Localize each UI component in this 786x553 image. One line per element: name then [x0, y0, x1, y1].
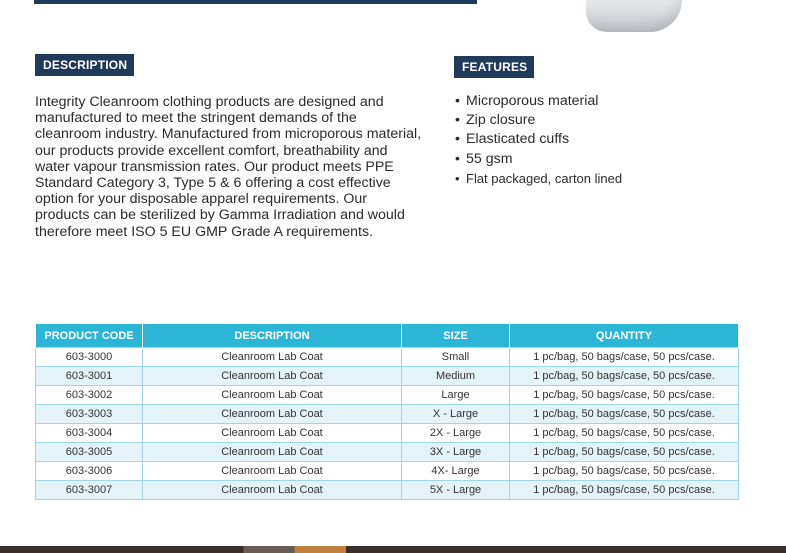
bullet-icon: •: [455, 150, 460, 167]
column-header-size: SIZE: [402, 324, 510, 348]
cell-size: Large: [402, 386, 510, 405]
cell-size: 2X - Large: [402, 424, 510, 443]
cell-size: 4X- Large: [402, 462, 510, 481]
feature-item: [455, 92, 622, 111]
cell-product-code: 603-3002: [36, 386, 143, 405]
column-header-description: DESCRIPTION: [143, 324, 402, 348]
cell-description: Cleanroom Lab Coat: [143, 424, 402, 443]
cell-description: Cleanroom Lab Coat: [143, 386, 402, 405]
feature-item: [455, 111, 622, 130]
bullet-icon: •: [455, 93, 460, 109]
feature-item: [455, 150, 622, 169]
top-divider: [34, 0, 477, 4]
cell-quantity: 1 pc/bag, 50 bags/case, 50 pcs/case.: [510, 367, 739, 386]
description-heading: DESCRIPTION: [35, 54, 134, 76]
cell-size: Small: [402, 348, 510, 367]
column-header-product-code: PRODUCT CODE: [36, 324, 143, 348]
cell-product-code: 603-3006: [36, 462, 143, 481]
cell-product-code: 603-3007: [36, 481, 143, 500]
cell-description: Cleanroom Lab Coat: [143, 367, 402, 386]
cell-quantity: 1 pc/bag, 50 bags/case, 50 pcs/case.: [510, 443, 739, 462]
cell-description: Cleanroom Lab Coat: [143, 481, 402, 500]
table-row: [36, 443, 739, 462]
column-header-quantity: QUANTITY: [510, 324, 739, 348]
cell-quantity: 1 pc/bag, 50 bags/case, 50 pcs/case.: [510, 462, 739, 481]
feature-text: Flat packaged, carton lined: [466, 170, 623, 186]
bullet-icon: •: [455, 112, 460, 129]
feature-text: Zip closure: [466, 112, 536, 129]
cell-product-code: 603-3005: [36, 443, 143, 462]
feature-text: 55 gsm: [466, 150, 513, 167]
product-image: [586, 0, 682, 32]
cell-size: X - Large: [402, 405, 510, 424]
table-row: [36, 405, 739, 424]
feature-item: [455, 130, 622, 149]
product-table: [35, 324, 739, 500]
cell-size: Medium: [402, 367, 510, 386]
cell-description: Cleanroom Lab Coat: [143, 348, 402, 367]
bottom-image-strip: [0, 546, 786, 553]
table-row: [36, 348, 739, 367]
table-row: [36, 481, 739, 500]
cell-quantity: 1 pc/bag, 50 bags/case, 50 pcs/case.: [510, 348, 739, 367]
cell-size: 5X - Large: [402, 481, 510, 500]
description-text: Integrity Cleanroom clothing products are designed and manufactured to meet the stringent demands of the cleanroom industry. Manufactured from microporous material, our products provide excellent comfort, breathability and water vapour transmission rates. Our product meets PPE Standard Category 3, Type 5 & 6 offering a cost effective option for your disposable apparel requirements. Our products can be sterilized by Gamma Irradiation and would therefore meet ISO 5 EU GMP Grade A requirements.: [35, 94, 422, 240]
cell-description: Cleanroom Lab Coat: [143, 443, 402, 462]
feature-item: [455, 169, 622, 188]
cell-size: 3X - Large: [402, 443, 510, 462]
cell-quantity: 1 pc/bag, 50 bags/case, 50 pcs/case.: [510, 481, 739, 500]
bullet-icon: •: [455, 170, 460, 186]
feature-text: Microporous material: [466, 93, 599, 109]
features-list: [455, 92, 622, 188]
table-row: [36, 367, 739, 386]
cell-quantity: 1 pc/bag, 50 bags/case, 50 pcs/case.: [510, 405, 739, 424]
cell-product-code: 603-3001: [36, 367, 143, 386]
table-row: [36, 386, 739, 405]
feature-text: Elasticated cuffs: [466, 131, 570, 148]
cell-description: Cleanroom Lab Coat: [143, 462, 402, 481]
table-row: [36, 462, 739, 481]
table-header-row: [36, 324, 739, 348]
cell-product-code: 603-3000: [36, 348, 143, 367]
features-heading: FEATURES: [454, 56, 534, 78]
bullet-icon: •: [455, 131, 460, 148]
cell-product-code: 603-3003: [36, 405, 143, 424]
table-row: [36, 424, 739, 443]
cell-product-code: 603-3004: [36, 424, 143, 443]
cell-quantity: 1 pc/bag, 50 bags/case, 50 pcs/case.: [510, 386, 739, 405]
cell-quantity: 1 pc/bag, 50 bags/case, 50 pcs/case.: [510, 424, 739, 443]
cell-description: Cleanroom Lab Coat: [143, 405, 402, 424]
